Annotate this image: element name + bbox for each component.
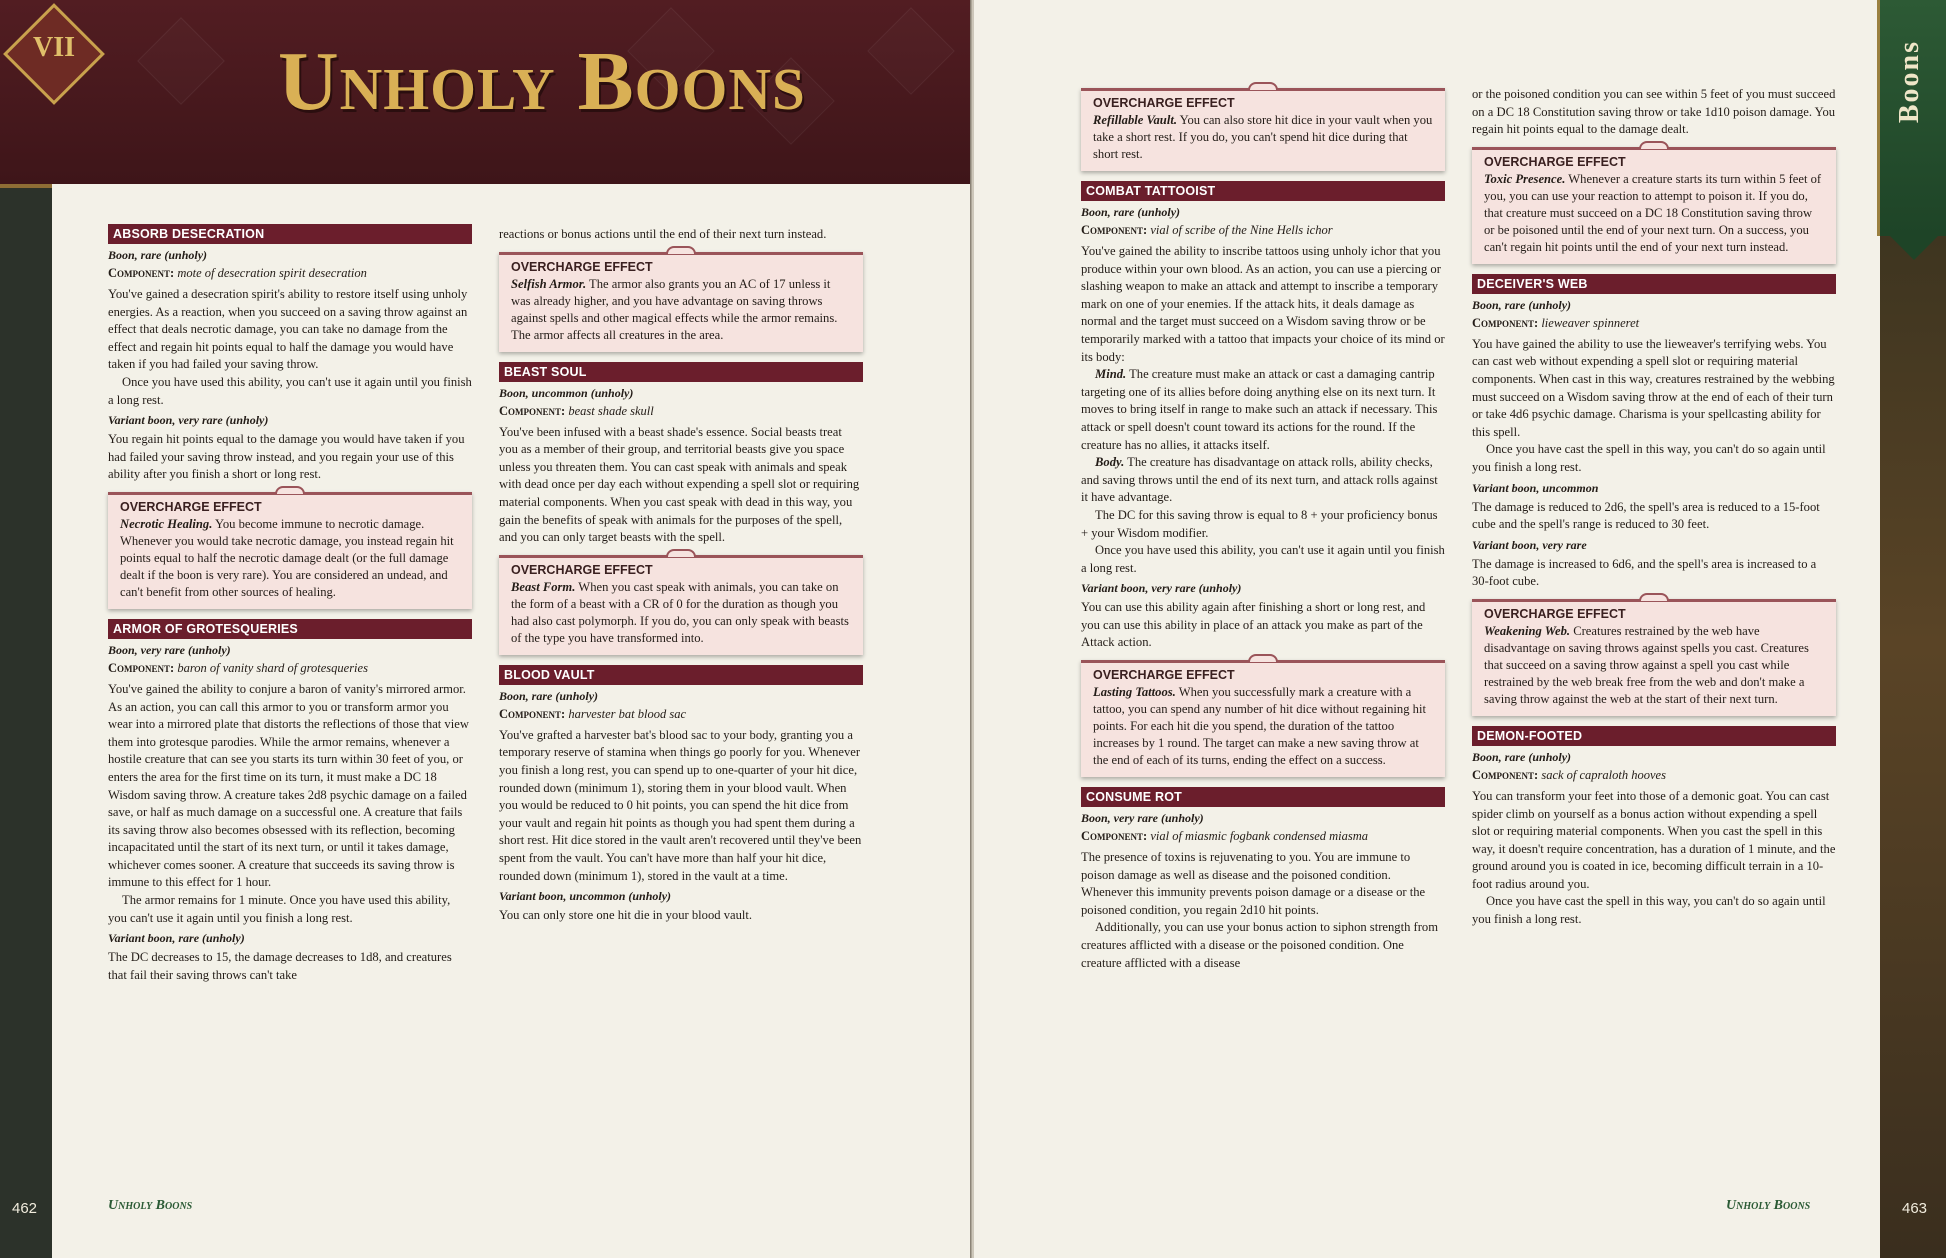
paragraph: You have gained the ability to use the lieweaver's terrifying webs. You can cast web without expending a spell slot or requiring material components. When cast in this way, creatures restrained by the webbing must succeed on a Wisdom saving throw at the end of each of their turn or take 4d6 psychic damage. Charisma is your spellcasting ability for this spell. (1472, 336, 1835, 439)
overcharge-title: OVERCHARGE EFFECT (511, 562, 653, 577)
paragraph: You've gained the ability to conjure a baron of vanity's mirrored armor. As an action, you can call this armor to you or transform armor you wear into a mirrored plate that distorts the reflections of those that view them into grotesque parodies. While the armor remains, whenever a hostile creature that can see you starts its turn within 30 feet of you, or enters the area for the first time on its turn, it must make a DC 18 Wisdom saving throw. A creature takes 2d8 psychic damage on a failed save, or half as much damage on a successful one. A creature that fails its saving throw also becomes obsessed with its reflection, becoming incapacitated until the start of its next turn, or until it takes damage, whichever comes sooner. A creature that succeeds its saving throw is immune to this effect for 1 hour. (108, 681, 469, 890)
paragraph: You've gained the ability to inscribe tattoos using unholy ichor that you produce within your own blood. As an action, you can use a piercing or slashing weapon to make an attack and attempt to inscribe a temporary mark on one of your enemies. If the attack hits, it deals damage as normal and the target must succeed on a Wisdom saving throw or be temporarily marked with a tattoo that impacts your choice of its mind or its body: (1081, 244, 1445, 364)
section-heading: BEAST SOUL (499, 362, 863, 382)
component-label: Component: (1472, 315, 1539, 330)
paragraph: You've gained a desecration spirit's ability to restore itself using unholy energies. As a reaction, when you succeed on a saving throw against an effect that deals necrotic damage, you can take no damage from the effect and regain hit points equal to half the damage you would have taken if you had failed your saving throw. (108, 287, 468, 372)
section-heading: ABSORB DESECRATION (108, 224, 472, 244)
column-3 (1081, 88, 1445, 982)
section-blood-vault (499, 665, 863, 925)
paragraph-mind (1081, 366, 1445, 454)
overcharge-name: Necrotic Healing. (120, 516, 213, 531)
mind-label: Mind. (1095, 367, 1127, 382)
component-line (499, 404, 863, 419)
rarity: Boon, very rare (unholy) (1081, 811, 1204, 826)
body-text: The creature has disadvantage on attack rolls, ability checks, and saving throws until the end of its next turn, and attack rolls against it have advantage. (1081, 455, 1438, 505)
variant-rarity: Variant boon, uncommon (unholy) (499, 889, 672, 904)
rarity: Boon, very rare (unholy) (108, 642, 231, 657)
paragraph-body (1081, 454, 1445, 507)
component-value: vial of miasmic fogbank condensed miasma (1150, 829, 1369, 844)
paragraph: The DC decreases to 15, the damage decreases to 1d8, and creatures that fail their saving throws can't take (108, 950, 452, 982)
page-title: Unholy Boons (278, 35, 806, 128)
component-value: mote of desecration spirit desecration (177, 266, 367, 280)
overcharge-box (1081, 88, 1445, 171)
variant-rarity: Variant boon, rare (unholy) (108, 931, 245, 946)
rarity: Boon, rare (unholy) (108, 248, 208, 262)
overcharge-description: Creatures restrained by the web have disadvantage on saving throws against spells you cast. Creatures that succeed on a saving throw against a spell you cast while restrained by the web break free from the web and don't make a saving throw against the web at the start of their next turn. (1484, 623, 1809, 706)
page-number-left: 462 (12, 1200, 38, 1217)
section-heading: CONSUME ROT (1081, 787, 1445, 807)
overcharge-title: OVERCHARGE EFFECT (1093, 96, 1235, 110)
overcharge-title: OVERCHARGE EFFECT (1484, 606, 1626, 621)
component-line (108, 266, 472, 281)
component-value: sack of capraloth hooves (1541, 767, 1666, 782)
column-2 (499, 226, 863, 935)
overcharge-name: Toxic Presence. (1484, 171, 1566, 186)
component-value: lieweaver spinneret (1541, 315, 1640, 330)
component-value: harvester bat blood sac (568, 706, 687, 721)
overcharge-text (511, 579, 851, 647)
rarity: Boon, rare (unholy) (1081, 205, 1181, 219)
overcharge-name: Selfish Armor. (511, 276, 587, 291)
left-page (0, 0, 972, 1258)
overcharge-text (120, 516, 460, 601)
paragraph: The damage is increased to 6d6, and the spell's area is increased to a 30-foot cube. (1472, 556, 1817, 589)
component-label: Component: (1472, 767, 1539, 782)
section-armor-of-grotesqueries (108, 619, 472, 985)
paragraph: Once you have used this ability, you can't use it again until you finish a long rest. (1081, 543, 1445, 575)
paragraph: You've grafted a harvester bat's blood sac to your body, granting you a temporary reserve of stamina when things go poorly for you. Whenever you finish a long rest, you can spend up to one-quarter of your hit dice, rounded down (minimum 1), storing them in your blood vault. When you would be reduced to 0 hit points, you can spend the hit dice from your vault and regain hit points as though you had spent them during a short rest. Hit dice stored in the vault aren't recovered until they've been spent from the vault. You can't have more than half your hit dice, rounded down (minimum 1), stored in the vault at a time. (499, 727, 862, 883)
overcharge-description: When you cast speak with animals, you can take on the form of a beast with a CR of 0 for the duration as though you had also cast polymorph. If you do, you can only speak with beasts of the type you have transformed into. (511, 579, 849, 645)
chapter-number: VII (32, 32, 75, 63)
overcharge-box (1081, 660, 1445, 777)
component-line (1472, 768, 1836, 783)
paragraph: The DC for this saving throw is equal to 8 + your proficiency bonus + your Wisdom modifier. (1081, 507, 1438, 540)
chapter-banner (0, 0, 972, 188)
paragraph: reactions or bonus actions until the end of their next turn instead. (499, 227, 827, 241)
overcharge-description: The armor also grants you an AC of 17 unless it was already higher, and you have advantage on saving throws against spells and other magical effects while the armor remains. The armor affects all creatures in the area. (511, 276, 838, 342)
rarity: Boon, uncommon (unholy) (499, 385, 634, 400)
overcharge-title: OVERCHARGE EFFECT (511, 259, 653, 274)
section-consume-rot-continued (1472, 86, 1836, 264)
variant-rarity: Variant boon, very rare (unholy) (1081, 581, 1242, 596)
overcharge-title: OVERCHARGE EFFECT (1093, 668, 1235, 683)
overcharge-box (499, 252, 863, 352)
overcharge-description: You can also store hit dice in your vault when you take a short rest. If you do, you can't spend hit dice during that short rest. (1093, 113, 1433, 161)
paragraph: You regain hit points equal to the damage you would have taken if you had failed your saving throw instead, and you regain your use of this ability after you finish a short or long rest. (108, 432, 465, 482)
overcharge-text (511, 276, 851, 344)
overcharge-description: You become immune to necrotic damage. Whenever you would take necrotic damage, you instead regain hit points equal to half the necrotic damage dealt (or the full damage dealt if the boon is very rare). You are considered an undead, and can't benefit from other sources of healing. (120, 516, 454, 599)
component-label: Component: (108, 266, 175, 280)
rarity: Boon, rare (unholy) (1472, 297, 1572, 312)
paragraph: Once you have cast the spell in this way, you can't do so again until you finish a long rest. (1472, 442, 1826, 474)
overcharge-text (1484, 171, 1824, 256)
right-page (974, 0, 1946, 1258)
section-armor-continued (499, 226, 863, 352)
footer-title-left: Unholy Boons (108, 1198, 193, 1213)
body-label: Body. (1095, 455, 1125, 470)
variant-rarity: Variant boon, uncommon (1472, 480, 1599, 495)
mind-text: The creature must make an attack or cast a damaging cantrip targeting one of its allies before doing anything else on its next turn. It moves to bring itself in range to make such an attack if necessary. This attack or spell doesn't count toward its actions for the round. If the creature has no allies, it attacks itself. (1081, 367, 1438, 452)
variant-rarity: Variant boon, very rare (unholy) (108, 413, 269, 428)
component-value: baron of vanity shard of grotesqueries (177, 660, 368, 675)
overcharge-box (1472, 599, 1836, 716)
paragraph: The presence of toxins is rejuvenating to you. You are immune to poison damage as well as disease and the poisoned condition. Whenever this immunity prevents poison damage or a disease or the poisoned condition, you regain 2d10 hit points. (1081, 850, 1426, 917)
side-tab-label: Boons (1894, 40, 1925, 124)
overcharge-name: Lasting Tattoos. (1093, 685, 1176, 700)
component-line (1472, 316, 1836, 331)
component-value: beast shade skull (568, 403, 654, 418)
column-4 (1472, 86, 1836, 939)
section-heading: DEMON-FOOTED (1472, 726, 1836, 746)
footer-title-right: Unholy Boons (1726, 1198, 1811, 1213)
component-line (1081, 829, 1445, 844)
paragraph: You can only store one hit die in your blood vault. (499, 908, 753, 923)
paragraph: The armor remains for 1 minute. Once you have used this ability, you can't use it again until you finish a long rest. (108, 893, 451, 925)
page-number-right: 463 (1902, 1200, 1928, 1217)
column-1 (108, 224, 472, 994)
section-blood-vault-continued (1081, 88, 1445, 171)
component-label: Component: (499, 706, 566, 721)
overcharge-description: When you successfully mark a creature with a tattoo, you can spend any number of hit dice without regaining hit points. For each hit die you spend, the duration of the tattoo increases by 1 round. The target can make a new saving throw at the end of each of its turns, ending the effect on a success. (1093, 685, 1426, 768)
paragraph: You've been infused with a beast shade's essence. Social beasts treat you as a member of their group, and territorial beasts give you space unless you threaten them. You can cast speak with animals and speak with dead once per day each without expending a spell slot or requiring material components. When you cast speak with dead in this way, you gain the benefits of speak with animals for the purposes of the spell, and you can only target beasts with the spell. (499, 424, 860, 545)
right-margin-decoration (1880, 236, 1946, 1258)
overcharge-title: OVERCHARGE EFFECT (1484, 154, 1626, 169)
overcharge-box (1472, 147, 1836, 264)
component-line (499, 707, 863, 722)
overcharge-box (499, 555, 863, 655)
left-margin-decoration (0, 184, 52, 1258)
section-consume-rot (1081, 787, 1445, 972)
paragraph: Once you have cast the spell in this way, you can't do so again until you finish a long rest. (1472, 894, 1826, 927)
section-deceivers-web (1472, 274, 1836, 716)
paragraph: Additionally, you can use your bonus action to siphon strength from creatures afflicted with a disease or the poisoned condition. One creature afflicted with a disease (1081, 920, 1439, 970)
overcharge-text (1484, 623, 1824, 708)
section-combat-tattooist (1081, 181, 1445, 777)
component-line (108, 661, 472, 676)
paragraph: or the poisoned condition you can see within 5 feet of you must succeed on a DC 18 Constitution saving throw or take 1d10 poison damage. You regain hit points equal to the damage dealt. (1472, 87, 1836, 137)
overcharge-name: Weakening Web. (1484, 623, 1571, 638)
overcharge-text (1093, 684, 1433, 769)
section-demon-footed (1472, 726, 1836, 929)
section-heading: COMBAT TATTOOIST (1081, 181, 1445, 201)
rarity: Boon, rare (unholy) (1472, 749, 1572, 764)
section-beast-soul (499, 362, 863, 655)
overcharge-description: Whenever a creature starts its turn within 5 feet of you, you can use your reaction to attempt to poison it. If you do, that creature must succeed on a DC 18 Constitution saving throw or be poisoned until the end of your next turn. On a success, you can't regain hit points until the end of your next turn instead. (1484, 171, 1822, 254)
side-tab (1877, 0, 1946, 236)
overcharge-title: OVERCHARGE EFFECT (120, 499, 262, 514)
paragraph: You can transform your feet into those of a demonic goat. You can cast spider climb on yourself as a bonus action without expending a spell slot or requiring material components. When you cast the spell in this way, it doesn't require concentration, has a duration of 1 minute, and the ground around you is coated in ice, becoming difficult terrain in a 10-foot radius around you. (1472, 788, 1836, 891)
overcharge-box (108, 492, 472, 609)
section-heading: ARMOR OF GROTESQUERIES (108, 619, 472, 639)
component-value: vial of scribe of the Nine Hells ichor (1150, 223, 1333, 237)
rarity: Boon, rare (unholy) (499, 688, 599, 703)
section-absorb-desecration (108, 224, 472, 609)
paragraph: You can use this ability again after finishing a short or long rest, and you can use this ability in place of an attack you make as part of the Attack action. (1081, 600, 1426, 650)
component-label: Component: (108, 660, 175, 675)
component-line (1081, 223, 1445, 238)
variant-rarity: Variant boon, very rare (1472, 537, 1587, 552)
overcharge-text (1093, 112, 1433, 163)
paragraph: The damage is reduced to 2d6, the spell's area is reduced to a 15-foot cube and the spell's range is reduced to 30 feet. (1472, 499, 1820, 532)
overcharge-name: Beast Form. (511, 579, 576, 594)
component-label: Component: (1081, 223, 1148, 237)
overcharge-name: Refillable Vault. (1093, 113, 1177, 127)
section-heading: DECEIVER'S WEB (1472, 274, 1836, 294)
paragraph: Once you have used this ability, you can't use it again until you finish a long rest. (108, 374, 472, 407)
component-label: Component: (499, 403, 566, 418)
component-label: Component: (1081, 829, 1148, 844)
section-heading: BLOOD VAULT (499, 665, 863, 685)
